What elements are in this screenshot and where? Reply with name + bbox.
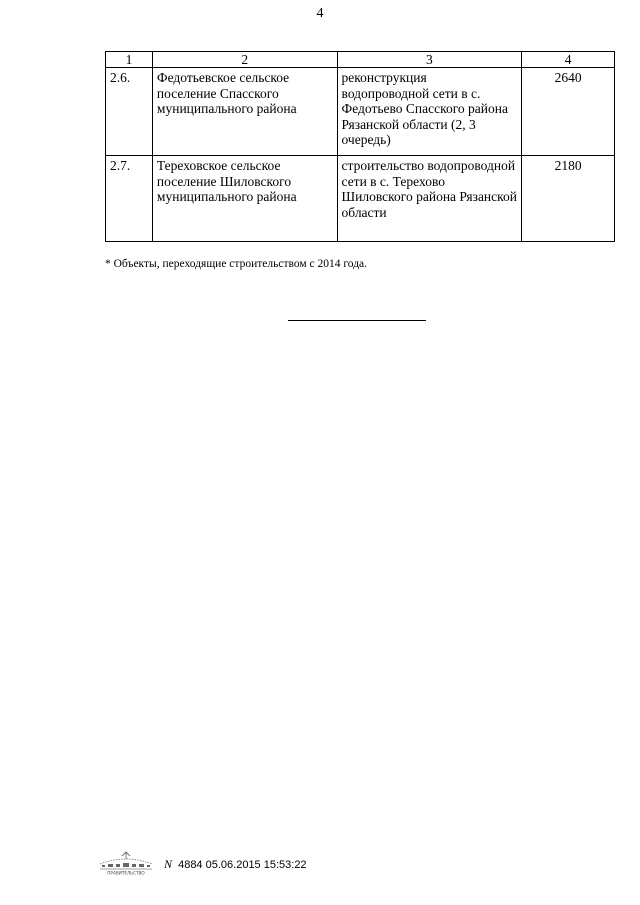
registration-datetime: 05.06.2015 15:53:22 [205, 859, 307, 871]
page-number: 4 [316, 6, 324, 21]
closing-divider [288, 320, 426, 321]
row-number: 2.6. [106, 68, 153, 156]
column-header-1: 1 [106, 52, 153, 68]
government-seal-icon [96, 850, 156, 876]
table-header-row [106, 52, 615, 68]
amount-value: 2640 [522, 68, 615, 156]
table-row [106, 68, 615, 156]
row-number: 2.7. [106, 156, 153, 242]
registration-number: 4884 [178, 859, 203, 871]
object-description: реконструкция водопроводной сети в с. Федотьево Спасского района Рязанской области (2, 3 очередь) [337, 68, 522, 156]
seal-caption: ПРАВИТЕЛЬСТВО [107, 870, 145, 876]
column-header-4: 4 [522, 52, 615, 68]
registration-mark: N [164, 857, 173, 871]
registration-stamp [164, 857, 307, 872]
table-row [106, 156, 615, 242]
amount-value: 2180 [522, 156, 615, 242]
footnote: * Объекты, переходящие строительством с 2014 года. [105, 258, 368, 270]
settlement-name: Федотьевское сельское поселение Спасского муниципального района [152, 68, 337, 156]
settlement-name: Тереховское сельское поселение Шиловского муниципального района [152, 156, 337, 242]
object-description: строительство водопроводной сети в с. Терехово Шиловского района Рязанской области [337, 156, 522, 242]
objects-table [105, 51, 615, 242]
column-header-3: 3 [337, 52, 522, 68]
column-header-2: 2 [152, 52, 337, 68]
